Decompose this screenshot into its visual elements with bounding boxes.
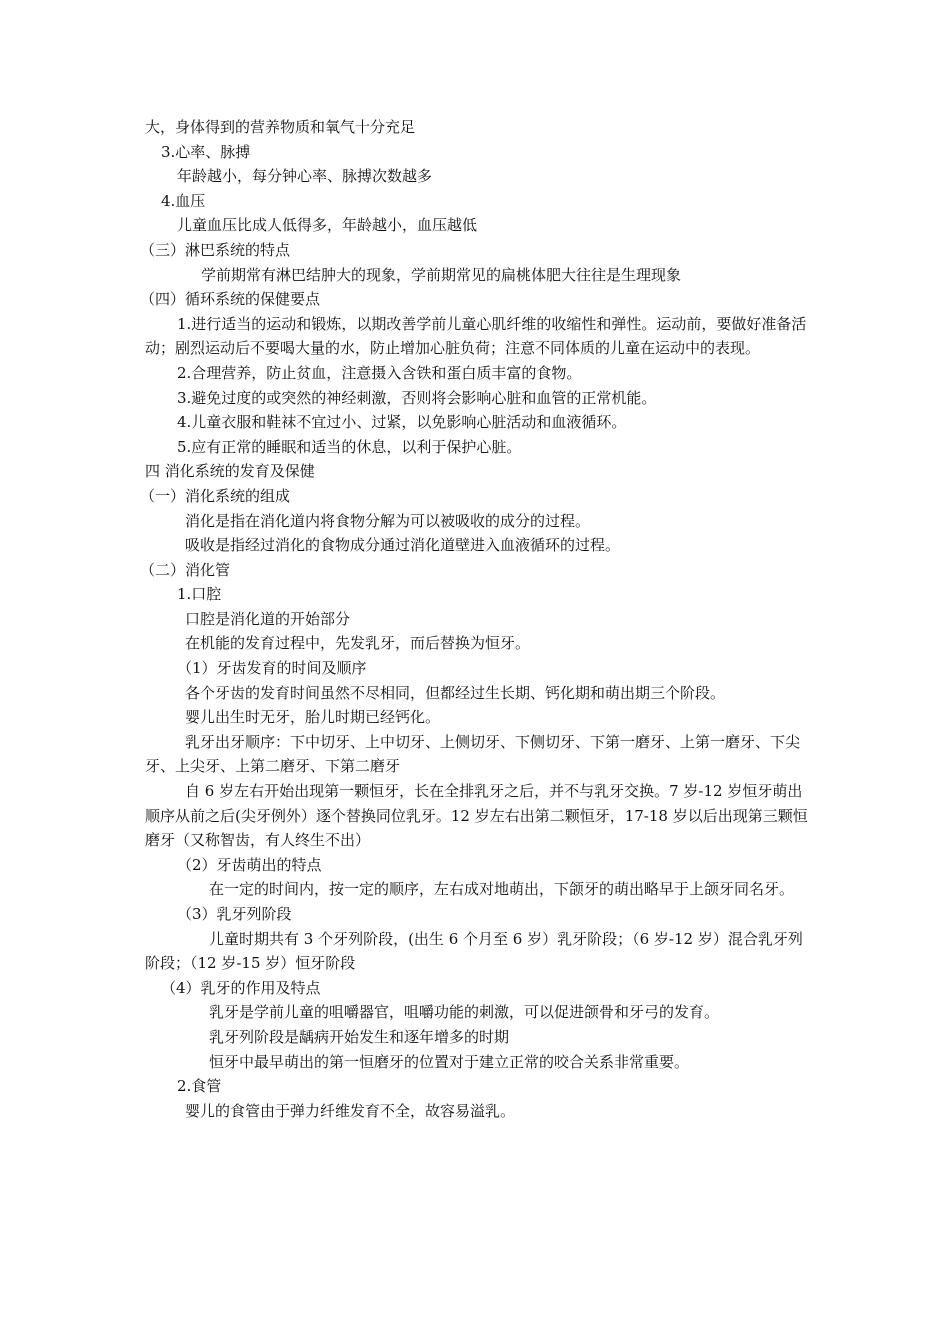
sub-item-heading: （4）乳牙的作用及特点 bbox=[161, 978, 321, 997]
item-heading: 3.心率、脉搏 bbox=[161, 142, 251, 161]
list-item: 4.儿童衣服和鞋袜不宜过小、过紧，以免影响心脏活动和血液循环。 bbox=[177, 413, 627, 432]
paragraph: 在一定的时间内，按一定的顺序，左右成对地萌出，下颌牙的萌出略早于上颌牙同名牙。 bbox=[209, 880, 795, 899]
list-item: 5.应有正常的睡眠和适当的休息，以利于保护心脏。 bbox=[177, 437, 522, 456]
item-heading: 4.血压 bbox=[161, 191, 206, 210]
chapter-heading: 四 消化系统的发育及保健 bbox=[145, 462, 315, 481]
text-line: 大，身体得到的营养物质和氧气十分充足 bbox=[145, 118, 416, 136]
paragraph: 乳牙出牙顺序：下中切牙、上中切牙、上侧切牙、下侧切牙、下第一磨牙、上第一磨牙、下尖牙、上尖牙、上第二磨牙、下第二磨牙 bbox=[145, 732, 801, 776]
item-heading: 1.口腔 bbox=[177, 585, 222, 604]
text-line: 各个牙齿的发育时间虽然不尽相同，但都经过生长期、钙化期和萌出期三个阶段。 bbox=[185, 683, 726, 702]
section-heading: （四）循环系统的保健要点 bbox=[140, 290, 321, 309]
paragraph: 儿童时期共有 3 个牙列阶段，(出生 6 个月至 6 岁）乳牙阶段；（6 岁-12 岁）混合乳牙列阶段；（12 岁-15 岁）恒牙阶段 bbox=[145, 929, 803, 973]
text-line: 口腔是消化道的开始部分 bbox=[185, 609, 351, 628]
text-line: 吸收是指经过消化的食物成分通过消化道壁进入血液循环的过程。 bbox=[185, 536, 621, 555]
document-body bbox=[140, 115, 810, 1123]
paragraph: 自 6 岁左右开始出现第一颗恒牙，长在全排乳牙之后，并不与乳牙交换。7 岁-12 岁恒牙萌出顺序从前之后(尖牙例外）逐个替换同位乳牙。12 岁左右出第二颗恒牙，17-18 岁以后出现第三颗恒磨牙（又称智齿，有人终生不出） bbox=[145, 782, 808, 850]
section-heading: （三）淋巴系统的特点 bbox=[140, 240, 291, 259]
sub-item-heading: （2）牙齿萌出的特点 bbox=[177, 855, 322, 874]
text-line: 在机能的发育过程中，先发乳牙，而后替换为恒牙。 bbox=[185, 634, 531, 653]
sub-item-heading: （1）牙齿发育的时间及顺序 bbox=[177, 659, 367, 678]
text-line: 乳牙列阶段是龋病开始发生和逐年增多的时期 bbox=[209, 1027, 510, 1046]
text-line: 学前期常有淋巴结肿大的现象，学前期常见的扁桃体肥大往往是生理现象 bbox=[201, 265, 682, 284]
section-heading: （一）消化系统的组成 bbox=[140, 486, 291, 505]
text-line: 婴儿出生时无牙，胎儿时期已经钙化。 bbox=[185, 708, 441, 727]
paragraph: 1.进行适当的运动和锻炼，以期改善学前儿童心肌纤维的收缩性和弹性。运动前，要做好准备活动；剧烈运动后不要喝大量的水，防止增加心脏负荷；注意不同体质的儿童在运动中的表现。 bbox=[145, 314, 807, 358]
text-line: 消化是指在消化道内将食物分解为可以被吸收的成分的过程。 bbox=[185, 511, 591, 530]
text-line: 年龄越小，每分钟心率、脉搏次数越多 bbox=[177, 167, 433, 186]
text-line: 恒牙中最早萌出的第一恒磨牙的位置对于建立正常的咬合关系非常重要。 bbox=[209, 1052, 690, 1071]
sub-item-heading: （3）乳牙列阶段 bbox=[177, 905, 292, 923]
list-item: 3.避免过度的或突然的神经刺激，否则将会影响心脏和血管的正常机能。 bbox=[177, 388, 657, 407]
text-line: 婴儿的食管由于弹力纤维发育不全，故容易溢乳。 bbox=[185, 1101, 516, 1120]
list-item: 2.合理营养，防止贫血，注意摄入含铁和蛋白质丰富的食物。 bbox=[177, 363, 582, 382]
text-line: 乳牙是学前儿童的咀嚼器官，咀嚼功能的刺激，可以促进颌骨和牙弓的发育。 bbox=[209, 1003, 720, 1022]
section-heading: （二）消化管 bbox=[140, 560, 231, 579]
text-line: 儿童血压比成人低得多，年龄越小，血压越低 bbox=[177, 216, 478, 235]
item-heading: 2.食管 bbox=[177, 1077, 222, 1096]
